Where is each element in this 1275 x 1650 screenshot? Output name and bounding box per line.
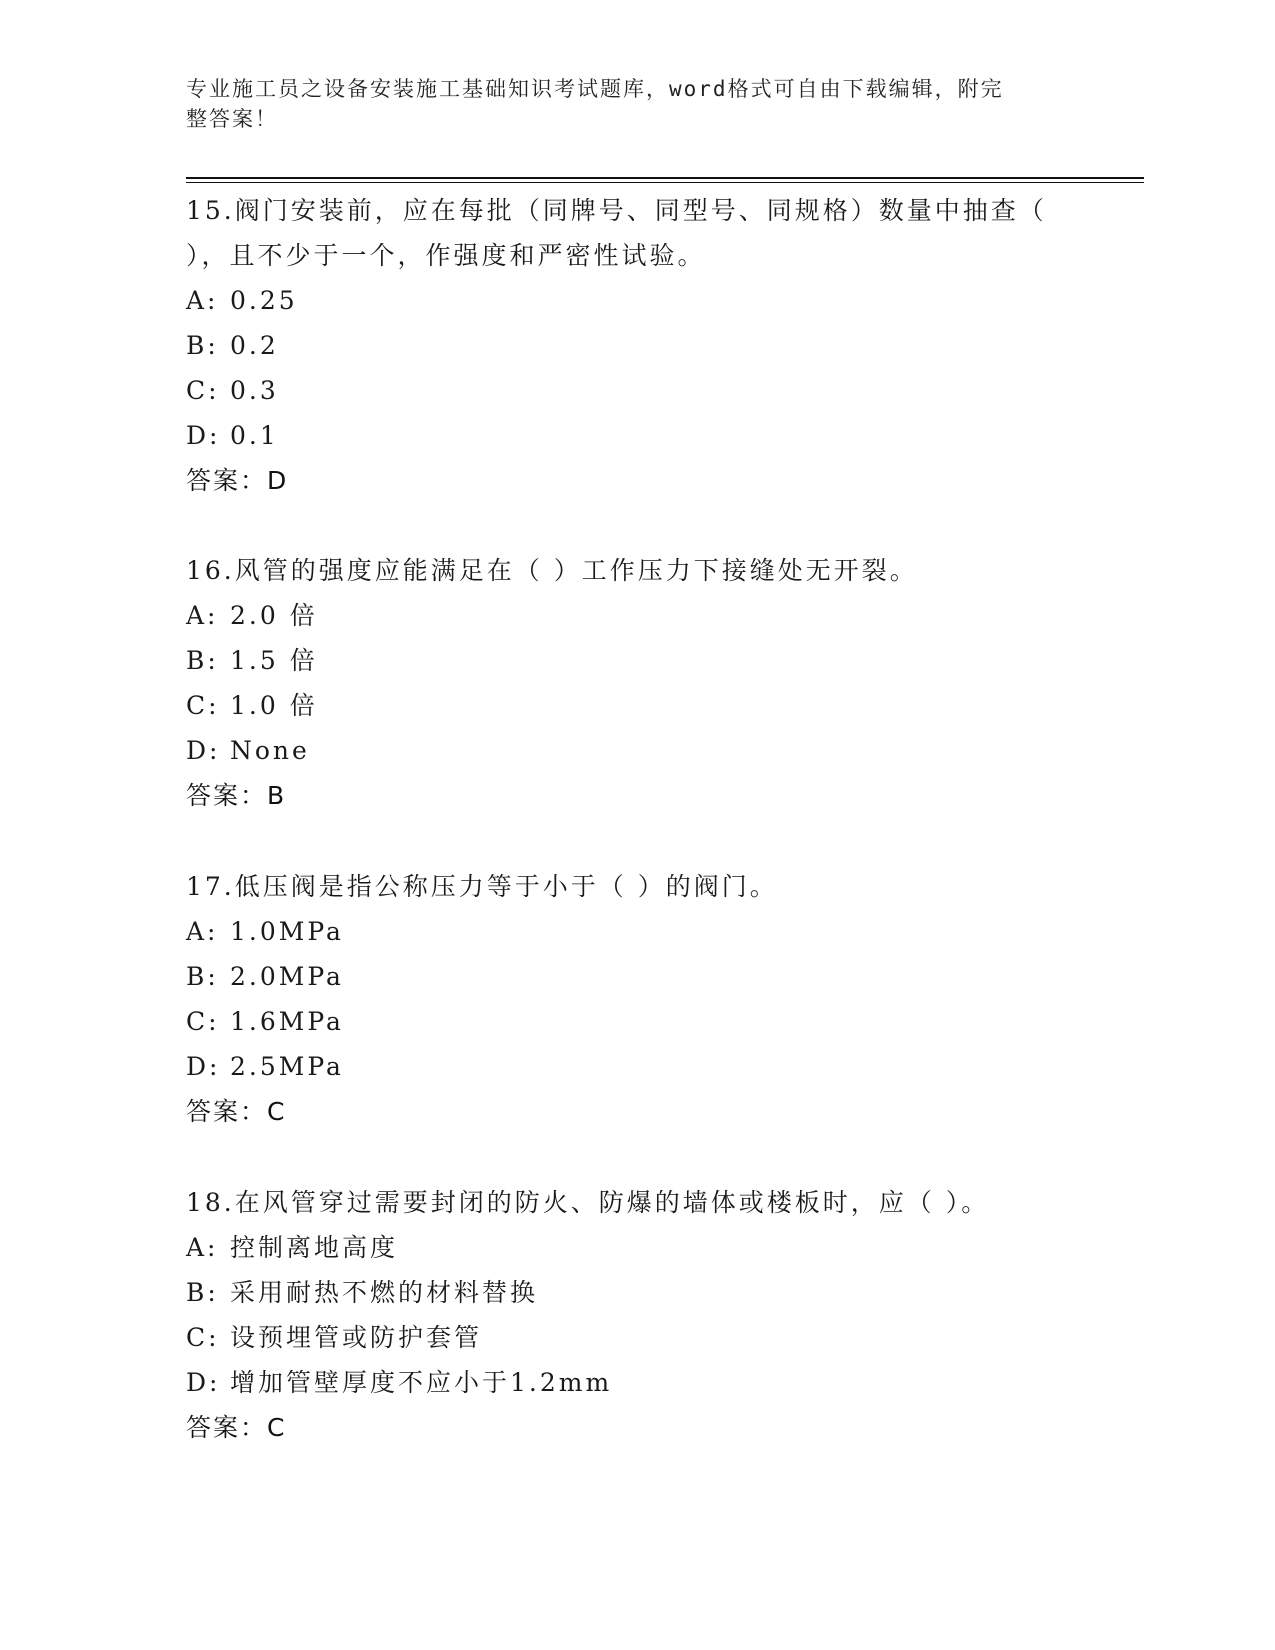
option-letter: C:	[186, 1007, 220, 1036]
option-letter: A:	[186, 1233, 219, 1262]
option-letter: A:	[186, 917, 219, 946]
option-a	[186, 909, 1086, 954]
question-stem: 16.风管的强度应能满足在（ ）工作压力下接缝处无开裂。	[186, 556, 918, 585]
question-18	[186, 1180, 1086, 1450]
header-divider-thick	[186, 177, 1144, 179]
option-text: 1.0MPa	[230, 917, 344, 946]
option-text: 0.1	[230, 421, 279, 450]
option-letter: D:	[186, 736, 221, 765]
option-text: 0.2	[230, 331, 279, 360]
option-c	[186, 368, 1086, 413]
header-divider-thin	[186, 182, 1144, 183]
option-letter: B:	[186, 1278, 219, 1307]
option-b	[186, 323, 1086, 368]
option-c	[186, 999, 1086, 1044]
option-b	[186, 1270, 1086, 1315]
option-text: 2.5MPa	[230, 1052, 344, 1081]
option-letter: D:	[186, 421, 221, 450]
answer-line: 答案：B	[186, 781, 287, 810]
option-text: 2.0MPa	[230, 962, 344, 991]
option-d	[186, 728, 1086, 773]
option-c	[186, 1315, 1086, 1360]
question-stem: 17.低压阀是指公称压力等于小于（ ）的阀门。	[186, 872, 778, 901]
question-stem-line-2: ），且不少于一个，作强度和严密性试验。	[186, 241, 706, 270]
option-d	[186, 1360, 1086, 1405]
question-stem: 18.在风管穿过需要封闭的防火、防爆的墙体或楼板时，应（ ）。	[186, 1188, 990, 1217]
option-b	[186, 954, 1086, 999]
header-line-2: 整答案！	[186, 107, 278, 131]
question-stem	[186, 188, 1086, 278]
option-letter: C:	[186, 376, 220, 405]
option-text: 增加管壁厚度不应小于1.2mm	[230, 1368, 613, 1397]
option-text: 1.5 倍	[230, 646, 318, 675]
option-text: 0.3	[230, 376, 279, 405]
option-a	[186, 1225, 1086, 1270]
option-d	[186, 413, 1086, 458]
option-letter: B:	[186, 646, 219, 675]
option-c	[186, 683, 1086, 728]
option-letter: A:	[186, 601, 219, 630]
option-text: 0.25	[230, 286, 298, 315]
answer-line: 答案：C	[186, 1413, 287, 1442]
option-letter: B:	[186, 331, 219, 360]
option-a	[186, 593, 1086, 638]
question-stem-line-1: 15.阀门安装前，应在每批（同牌号、同型号、同规格）数量中抽查（	[186, 196, 1047, 225]
option-a	[186, 278, 1086, 323]
option-text: 1.0 倍	[230, 691, 318, 720]
option-letter: D:	[186, 1368, 221, 1397]
option-letter: D:	[186, 1052, 221, 1081]
document-header	[186, 74, 1066, 134]
question-16	[186, 548, 1086, 818]
header-line-1: 专业施工员之设备安装施工基础知识考试题库，word格式可自由下载编辑，附完	[186, 77, 1004, 101]
option-text: None	[230, 736, 310, 765]
option-letter: B:	[186, 962, 219, 991]
question-17	[186, 864, 1086, 1134]
option-b	[186, 638, 1086, 683]
option-text: 1.6MPa	[230, 1007, 344, 1036]
option-text: 2.0 倍	[230, 601, 318, 630]
answer-line: 答案：D	[186, 466, 289, 495]
option-text: 采用耐热不燃的材料替换	[230, 1278, 539, 1307]
option-letter: A:	[186, 286, 219, 315]
question-15	[186, 188, 1086, 503]
option-letter: C:	[186, 691, 220, 720]
option-text: 设预埋管或防护套管	[230, 1323, 483, 1352]
option-d	[186, 1044, 1086, 1089]
option-text: 控制离地高度	[230, 1233, 399, 1262]
option-letter: C:	[186, 1323, 220, 1352]
answer-line: 答案：C	[186, 1097, 287, 1126]
